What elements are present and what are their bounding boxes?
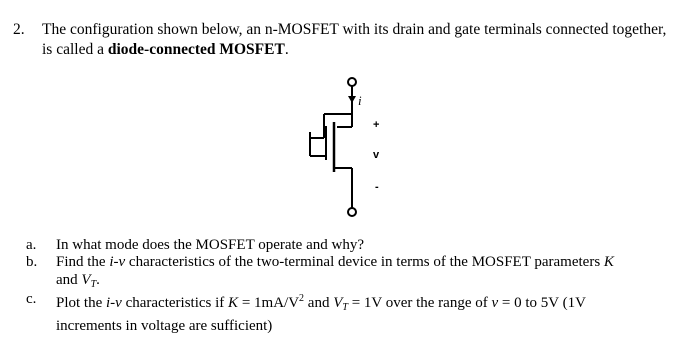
question-intro: The configuration shown below, an n-MOSFET with its drain and gate terminals connected together, is called a [42, 21, 667, 58]
part-b-and: and [56, 272, 78, 288]
part-b-end: . [96, 272, 100, 288]
part-b-pre: Find the [56, 254, 106, 270]
part-b-text [56, 253, 676, 294]
part-c-vt-sub: T [342, 302, 348, 313]
mosfet-schematic [290, 72, 400, 222]
part-c-k-sup: 2 [299, 293, 305, 304]
part-b-letter: b. [26, 254, 38, 270]
part-b [26, 253, 666, 289]
question-text [42, 20, 672, 60]
part-c-vt-val: = 1V over the range of [351, 295, 488, 311]
part-c-and: and [307, 295, 330, 311]
part-a-letter: a. [26, 237, 37, 253]
part-c-iv: i-v [106, 295, 122, 311]
part-a-text: In what mode does the MOSFET operate and why? [56, 237, 364, 253]
part-c-v-sym: v [491, 295, 499, 311]
part-b-param-v: V [81, 272, 91, 288]
part-c [26, 290, 666, 334]
part-c-k-val: = 1mA/V [241, 295, 300, 311]
part-c-letter: c. [26, 291, 37, 307]
plus-label: + [373, 119, 380, 131]
part-c-line2: increments in voltage are sufficient) [56, 318, 273, 334]
minus-label: - [375, 181, 379, 193]
part-b-mid: characteristics of the two-terminal device in terms of the MOSFET parameters [128, 254, 601, 270]
part-b-param-k: K [603, 254, 614, 270]
part-c-k-sym: K [228, 295, 239, 311]
part-c-vt-sym: V [333, 295, 343, 311]
bottom-terminal [348, 208, 356, 216]
part-c-mid: characteristics if [125, 295, 225, 311]
voltage-label: v [373, 149, 380, 161]
part-c-range: = 0 to 5V (1V [501, 295, 586, 311]
question-intro-end: . [284, 41, 289, 58]
question-number: 2. [13, 21, 25, 38]
part-b-param-v-sub: T [90, 279, 97, 290]
part-c-pre: Plot the [56, 295, 103, 311]
part-c-text [56, 290, 676, 335]
top-terminal [348, 78, 356, 86]
current-label: i [358, 93, 362, 108]
mosfet-circuit-diagram [290, 72, 400, 222]
question-bold-term: diode-connected MOSFET [107, 41, 285, 58]
part-b-iv: i-v [109, 254, 126, 270]
current-arrow-icon [348, 96, 356, 103]
